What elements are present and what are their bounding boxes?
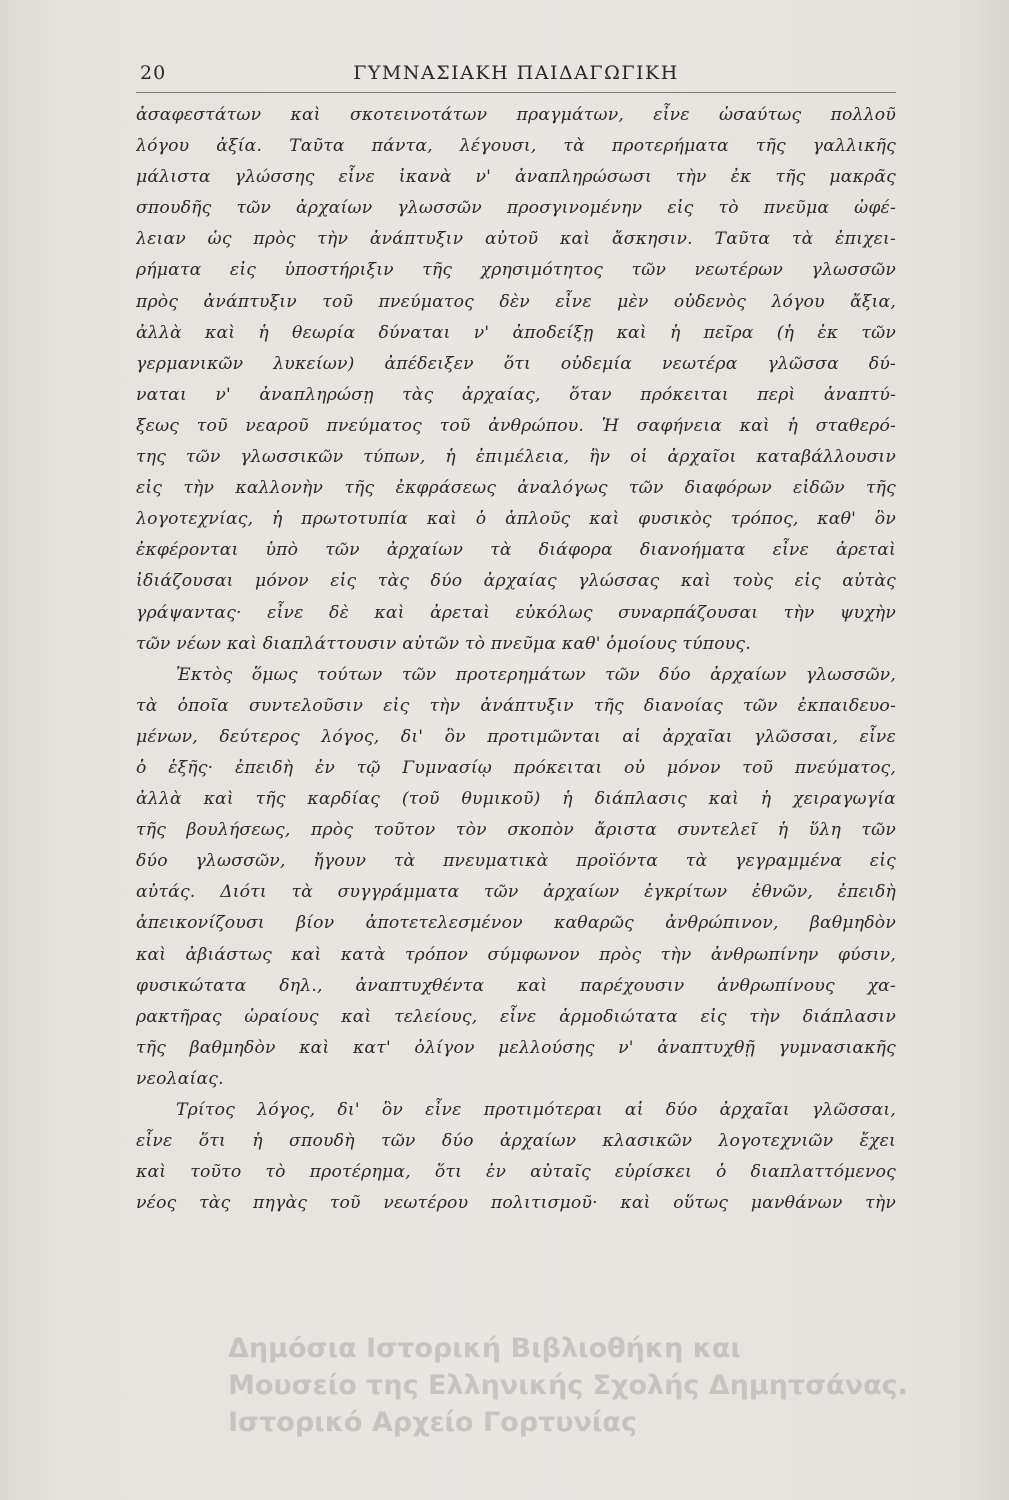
running-title: ΓΥΜΝΑΣΙΑΚΗ ΠΑΙΔΑΓΩΓΙΚΗ [353,62,679,84]
text-body [136,100,896,1219]
text-line: λειαν ὡς πρὸς τὴν ἀνάπτυξιν αὐτοῦ καὶ ἄσκησιν. Ταῦτα τὰ ἐπιχει- [136,229,896,250]
text-line: καὶ τοῦτο τὸ προτέρημα, ὅτι ἐν αὐταῖς εὑρίσκει ὁ διαπλαττόμενος [136,1162,896,1183]
text-line: φυσικώτατα δηλ., ἀναπτυχθέντα καὶ παρέχουσιν ἀνθρωπίνους χα- [136,975,896,996]
text-line: ἀπεικονίζουσι βίον ἀποτετελεσμένον καθαρῶς ἀνθρώπινον, βαθμηδὸν [136,913,896,934]
text-line: εἶνε ὅτι ἡ σπουδὴ τῶν δύο ἀρχαίων κλασικῶν λογοτεχνιῶν ἔχει [136,1131,896,1152]
text-line: της τῶν γλωσσικῶν τύπων, ἡ ἐπιμέλεια, ἣν οἱ ἀρχαῖοι καταβάλλουσιν [136,447,896,468]
text-line: μένων, δεύτερος λόγος, δι' ὃν προτιμῶνται αἱ ἀρχαῖαι γλῶσσαι, εἶνε [136,726,896,747]
watermark-line: Ιστορικό Αρχείο Γορτυνίας [228,1407,637,1438]
text-line: ἀλλὰ καὶ τῆς καρδίας (τοῦ θυμικοῦ) ἡ διάπλασις καὶ ἡ χειραγωγία [136,789,896,810]
library-watermark [228,1330,988,1441]
text-line: τῆς βαθμηδὸν καὶ κατ' ὀλίγον μελλούσης ν' ἀναπτυχθῇ γυμνασιακῆς [136,1037,896,1058]
text-line: γράψαντας· εἶνε δὲ καὶ ἀρεταὶ εὐκόλως συναρπάζουσαι τὴν ψυχὴν [136,602,896,623]
text-line: λογοτεχνίας, ἡ πρωτοτυπία καὶ ὁ ἁπλοῦς καὶ φυσικὸς τρόπος, καθ' ὃν [136,509,896,530]
text-line: νεολαίας. [136,1068,224,1089]
text-line: αὐτάς. Διότι τὰ συγγράμματα τῶν ἀρχαίων ἐγκρίτων ἐθνῶν, ἐπειδὴ [136,882,896,903]
text-line: δύο γλωσσῶν, ἤγουν τὰ πνευματικὰ προϊόντα τὰ γεγραμμένα εἰς [136,851,896,872]
text-line: Ἐκτὸς ὅμως τούτων τῶν προτερημάτων τῶν δύο ἀρχαίων γλωσσῶν, [176,664,896,685]
watermark-line: Δημόσια Ιστορική Βιβλιοθήκη και [228,1333,741,1364]
page-header [136,62,896,92]
text-line: ἀλλὰ καὶ ἡ θεωρία δύναται ν' ἀποδείξῃ καὶ ἡ πεῖρα (ἡ ἐκ τῶν [136,322,896,343]
text-line: σπουδῆς τῶν ἀρχαίων γλωσσῶν προσγινομένην εἰς τὸ πνεῦμα ὠφέ- [136,198,896,219]
text-line: ναται ν' ἀναπληρώσῃ τὰς ἀρχαίας, ὅταν πρόκειται περὶ ἀναπτύ- [136,384,896,405]
text-line: γερμανικῶν λυκείων) ἀπέδειξεν ὅτι οὐδεμία νεωτέρα γλῶσσα δύ- [136,353,896,374]
text-line: τῆς βουλήσεως, πρὸς τοῦτον τὸν σκοπὸν ἄριστα συντελεῖ ἡ ὕλη τῶν [136,820,896,841]
text-line: ρήματα εἰς ὑποστήριξιν τῆς χρησιμότητος τῶν νεωτέρων γλωσσῶν [136,260,896,281]
text-line: μάλιστα γλώσσης εἶνε ἱκανὰ ν' ἀναπληρώσωσι τὴν ἐκ τῆς μακρᾶς [136,167,896,188]
text-line: ἰδιάζουσαι μόνον εἰς τὰς δύο ἀρχαίας γλώσσας καὶ τοὺς εἰς αὐτὰς [136,571,896,592]
text-line: ἐκφέρονται ὑπὸ τῶν ἀρχαίων τὰ διάφορα διανοήματα εἶνε ἀρεταὶ [136,540,896,561]
text-line: καὶ ἀβιάστως καὶ κατὰ τρόπον σύμφωνον πρὸς τὴν ἀνθρωπίνην φύσιν, [136,944,896,965]
text-line: ὁ ἑξῆς· ἐπειδὴ ἐν τῷ Γυμνασίῳ πρόκειται οὐ μόνον τοῦ πνεύματος, [136,757,896,778]
text-line: ξεως τοῦ νεαροῦ πνεύματος τοῦ ἀνθρώπου. Ἡ σαφήνεια καὶ ἡ σταθερό- [136,415,896,436]
text-line: λόγου ἀξία. Ταῦτα πάντα, λέγουσι, τὰ προτερήματα τῆς γαλλικῆς [136,136,896,157]
page-number: 20 [140,62,167,84]
text-line: ρακτῆρας ὡραίους καὶ τελείους, εἶνε ἁρμοδιώτατα εἰς τὴν διάπλασιν [136,1006,896,1027]
watermark-line: Μουσείο της Ελληνικής Σχολής Δημητσάνας. [228,1370,908,1401]
text-line: Τρίτος λόγος, δι' ὃν εἶνε προτιμότεραι αἱ δύο ἀρχαῖαι γλῶσσαι, [176,1100,896,1120]
text-line: τῶν νέων καὶ διαπλάττουσιν αὐτῶν τὸ πνεῦμα καθ' ὁμοίους τύπους. [136,633,751,654]
text-line: πρὸς ἀνάπτυξιν τοῦ πνεύματος δὲν εἶνε μὲν οὐδενὸς λόγου ἄξια, [136,291,896,312]
text-line: ἀσαφεστάτων καὶ σκοτεινοτάτων πραγμάτων, εἶνε ὡσαύτως πολλοῦ [136,105,896,125]
text-line: τὰ ὁποῖα συντελοῦσιν εἰς τὴν ἀνάπτυξιν τῆς διανοίας τῶν ἐκπαιδευο- [136,695,896,716]
text-line: εἰς τὴν καλλονὴν τῆς ἐκφράσεως ἀναλόγως τῶν διαφόρων εἰδῶν τῆς [136,478,896,499]
text-line: νέος τὰς πηγὰς τοῦ νεωτέρου πολιτισμοῦ· καὶ οὕτως μανθάνων τὴν [136,1193,896,1214]
header-rule [136,92,896,93]
